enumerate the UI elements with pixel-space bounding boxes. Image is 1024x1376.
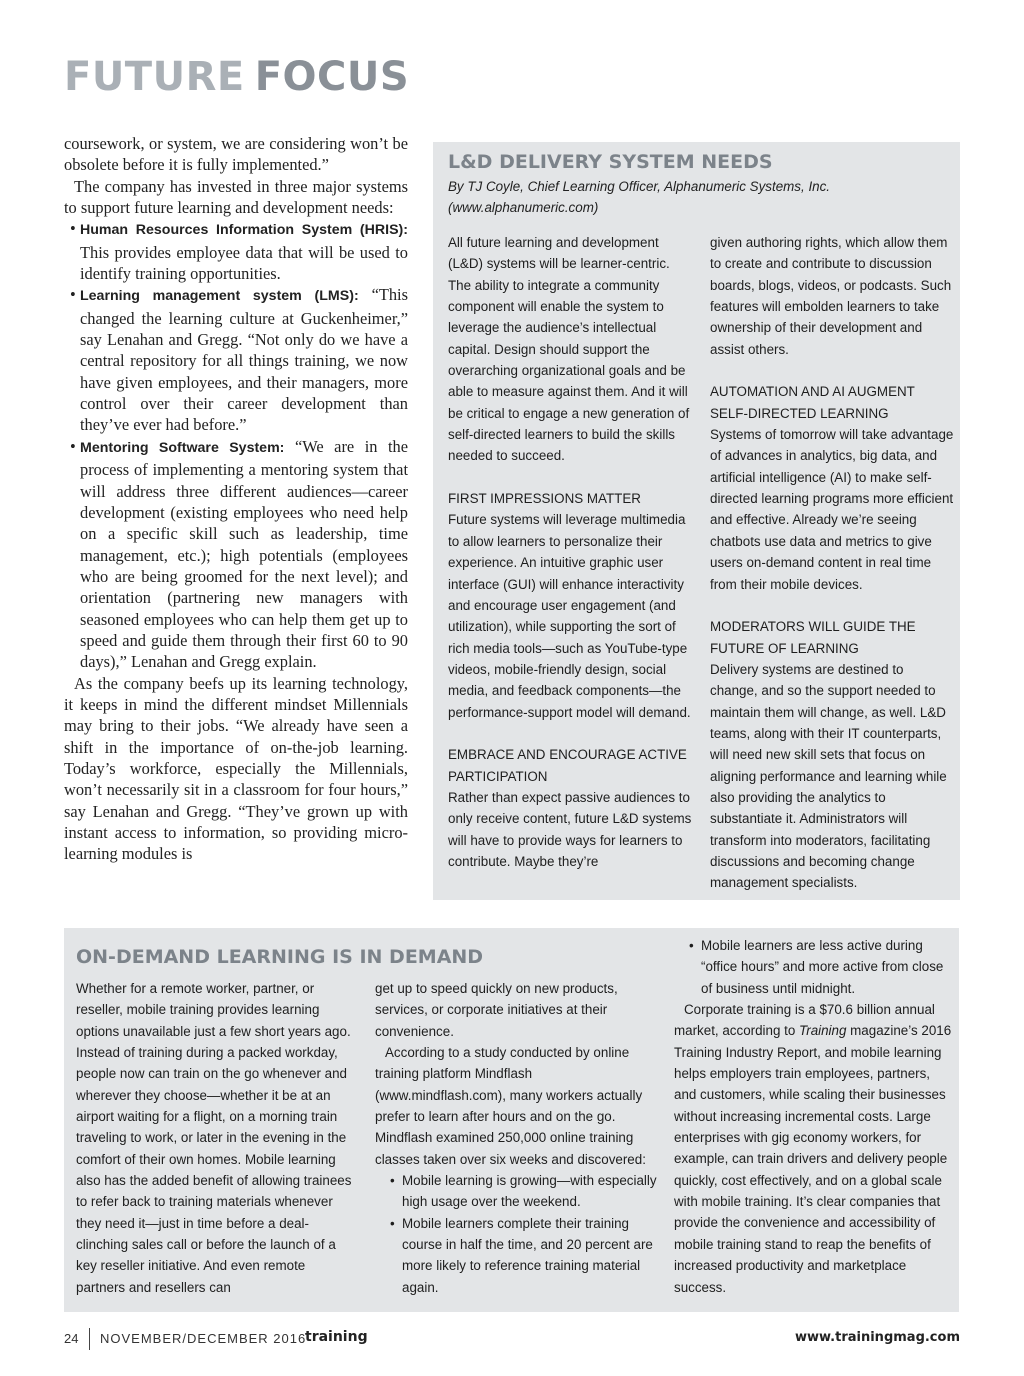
article-paragraph: coursework, or system, we are considering won’t be obsolete before it is fully implemented.” [64, 134, 408, 175]
sidebar-title: L&D DELIVERY SYSTEM NEEDS [448, 151, 773, 173]
sidebar-paragraph: Delivery systems are destined to change, and so the support needed to maintain them will change, as well. L&D teams, along with their IT counterparts, will need new skill sets that focus on aligning performance and learning while also providing the analytics to substantiate it. Administrators will transform into moderators, facilitating discussions and becoming change management specialists. [710, 661, 947, 891]
sidebar-subhead: EMBRACE AND ENCOURAGE ACTIVE PARTICIPATION [448, 747, 687, 784]
sidebar-paragraph: According to a study conducted by online training platform Mindflash (www.mindflash.com), many workers actually prefer to learn after hours and on the go. Mindflash examined 250,000 online training classes taken over six weeks and discovered: [375, 1045, 646, 1167]
sidebar-paragraph: All future learning and development (L&D) systems will be learner-centric. The ability to integrate a community component will enable the system to leverage the audience’s intellectual capital. Design should support the overarching organizational goals and be able to measure against them. And it will be critical to engage a new generation of self-directed learners to build the skills needed to succeed. [448, 235, 690, 464]
sidebar-subhead: FIRST IMPRESSIONS MATTER [448, 491, 641, 507]
sidebar-paragraph: given authoring rights, which allow them to create and contribute to discussion boards, blogs, videos, or podcasts. Such features will embolden learners to take ownership of their development and assist others. [710, 235, 952, 357]
sidebar-column-3 [674, 935, 956, 1298]
sidebar-byline: By TJ Coyle, Chief Learning Officer, Alphanumeric Systems, Inc. (www.alphanumeric.com) [448, 179, 831, 216]
issue-date: NOVEMBER/DECEMBER 2016 [100, 1331, 307, 1346]
page-footer [64, 1328, 960, 1352]
article-bullet [64, 218, 408, 284]
bullet-dot-icon: • [689, 938, 694, 953]
magazine-name: Training [799, 1023, 847, 1039]
sidebar-bullet [674, 935, 956, 999]
main-article-column [64, 133, 408, 865]
header-word-future: FUTURE [64, 54, 245, 100]
article-paragraph: The company has invested in three major systems to support future learning and development needs: [64, 176, 408, 218]
header-word-focus: FOCUS [254, 54, 410, 100]
bullet-dot-icon: • [70, 436, 76, 456]
bullet-heading: Learning management system (LMS): [80, 288, 359, 305]
bullet-text: “This changed the learning culture at Guckenheimer,” say Lenahan and Gregg. “Not only do we have a central repository for all things training, we now have given employees, and their managers, more control over their career development than they’ve ever had before.” [80, 285, 408, 435]
sidebar-column-1 [76, 978, 358, 1298]
bullet-text: Mobile learning is growing—with especially high usage over the weekend. [402, 1173, 657, 1210]
sidebar-subhead: MODERATORS WILL GUIDE THE FUTURE OF LEARNING [710, 619, 916, 656]
sidebar-column-left [448, 232, 692, 872]
article-bullet [64, 436, 408, 673]
sidebar-title: ON-DEMAND LEARNING IS IN DEMAND [76, 946, 484, 968]
bullet-heading: Human Resources Information System (HRIS): [80, 222, 408, 239]
website-link[interactable]: www.trainingmag.com [794, 1330, 960, 1345]
article-paragraph: As the company beefs up its learning technology, it keeps in mind the different mindset Millennials may bring to their jobs. “We already have seen a shift in the importance of on-the-job learning. Today’s workforce, especially the Millennials, won’t necessarily sit in a classroom for four hours,” say Lenahan and Gregg. “They’ve grown up with instant access to information, so providing micro-learning modules is [64, 673, 408, 864]
sidebar-paragraph: Systems of tomorrow will take advantage of advances in analytics, big data, and artificial intelligence (AI) to make self-directed learning programs more efficient and effective. Already we’re seeing chatbots use data and metrics to give users on-demand content in real time from their mobile devices. [710, 427, 954, 592]
sidebar-paragraph: Future systems will leverage multimedia to allow learners to personalize their experience. An intuitive graphic user interface (GUI) will enhance interactivity and encourage user engagement (and utilization), while supporting the sort of rich media tools—such as YouTube-type videos, mobile-friendly design, social media, and feedback components—the performance-support model will demand. [448, 512, 691, 720]
sidebar-paragraph: Whether for a remote worker, partner, or reseller, mobile training provides learning options unavailable just a few short years ago. Instead of training during a packed workday, people now can train on the go whenever and wherever they choose—whether it be at an airport waiting for a flight, on a morning train traveling to work, or later in the evening in the comfort of their own homes. Mobile learning also has the added benefit of allowing trainees to refer back to training materials whenever they need it—just in time before a deal-clinching sales call or before the launch of a key reseller initiative. And even remote partners and resellers can [76, 981, 352, 1295]
bullet-text: This provides employee data that will be used to identify training opportunities. [80, 242, 408, 284]
sidebar-bullet [375, 1170, 657, 1213]
bullet-text: Mobile learners complete their training course in half the time, and 20 percent are more likely to reference training material again. [402, 1215, 653, 1295]
magazine-brand: training [305, 1329, 368, 1345]
bullet-dot-icon: • [390, 1215, 395, 1231]
sidebar-column-2 [375, 978, 657, 1298]
bullet-text: Mobile learners are less active during “office hours” and more active from close of business until midnight. [701, 938, 944, 996]
sidebar-paragraph: Rather than expect passive audiences to only receive content, future L&D systems will have to provide ways for learners to contribute. Maybe they’re [448, 789, 692, 869]
sidebar-subhead: AUTOMATION AND AI AUGMENT SELF-DIRECTED LEARNING [710, 384, 915, 421]
bullet-dot-icon: • [70, 219, 76, 239]
page-number: 24 [64, 1331, 79, 1346]
section-header [64, 54, 409, 100]
sidebar-paragraph [674, 999, 956, 1298]
paragraph-text: magazine’s 2016 Training Industry Report, and mobile learning helps employers train employees, partners, and customers, while scaling their businesses without increasing incremental costs. Large enterprises with gig economy workers, for example, can train drivers and delivery people quickly, cost effectively, and on a global scale with mobile training. It’s clear companies that provide the convenience and accessibility of mobile training stand to reap the benefits of increased productivity and marketplace success. [674, 1023, 952, 1295]
paragraph-text: Corporate training is a $70.6 billion annual market, according to [674, 1002, 935, 1039]
bullet-dot-icon: • [390, 1173, 395, 1189]
sidebar-ld-delivery [433, 142, 960, 900]
sidebar-on-demand-learning [64, 928, 959, 1312]
bullet-text: “We are in the process of implementing a mentoring system that will address three different audiences—career development (existing employees who need help on a specific skill such as leadership, time management, etc.); high potentials (employees who are being groomed for the next level); and orientation (partnering new managers with seasoned employees who can help them get up to speed and guide them through their first 60 to 90 days),” Lenahan and Gregg explain. [80, 436, 409, 672]
sidebar-bullet [375, 1213, 657, 1298]
sidebar-column-right [710, 232, 954, 894]
article-bullet [64, 284, 408, 435]
footer-divider [89, 1328, 90, 1350]
bullet-heading: Mentoring Software System: [80, 439, 285, 456]
bullet-dot-icon: • [70, 285, 76, 305]
sidebar-paragraph: get up to speed quickly on new products, services, or corporate initiatives at their convenience. [375, 981, 618, 1039]
